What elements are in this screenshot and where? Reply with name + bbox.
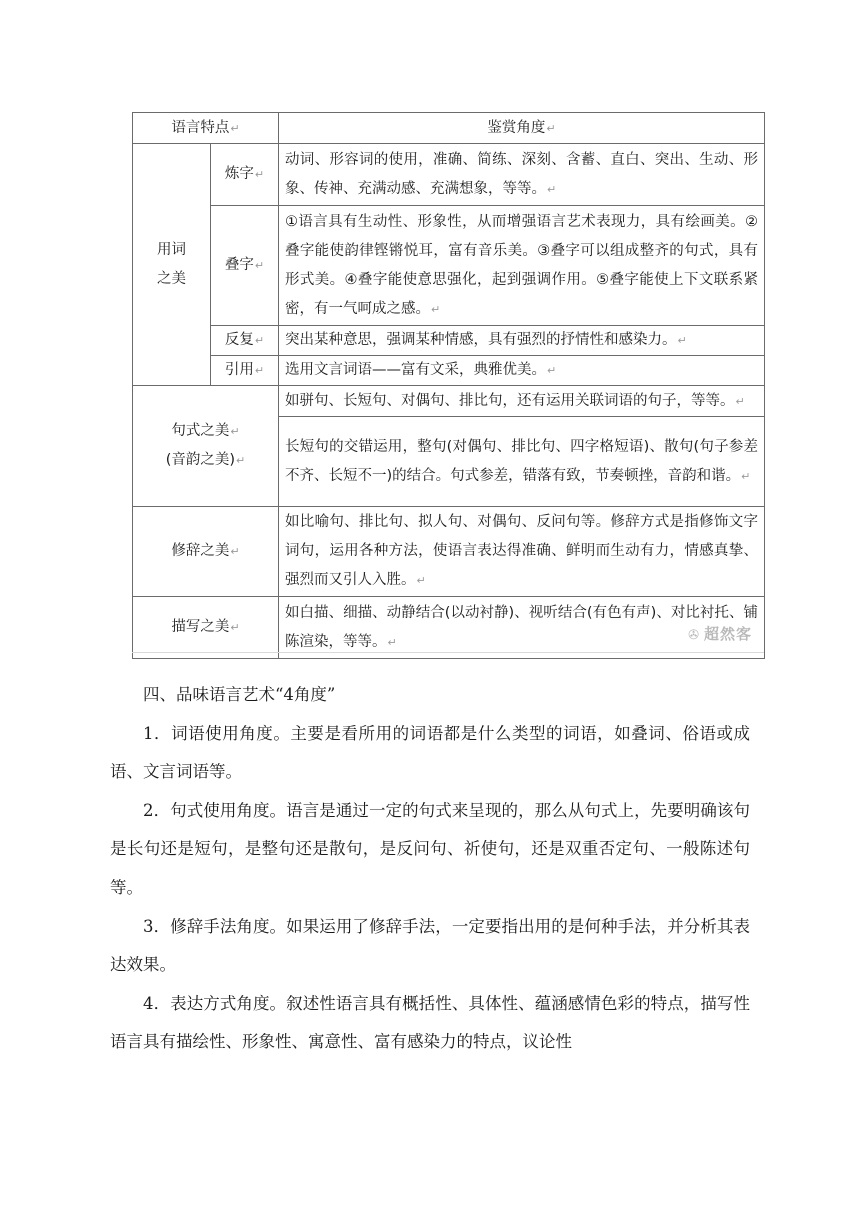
sub-feature-cell: 炼字↵ xyxy=(211,144,279,206)
wechat-icon: ✇ xyxy=(688,628,700,643)
header-appreciation-angle: 鉴赏角度↵ xyxy=(279,113,765,144)
sentence-label-line2: (音韵之美)↵ xyxy=(165,452,246,468)
sub-feature-cell: 叠字↵ xyxy=(211,206,279,326)
desc-text: 选用文言词语——富有文采，典雅优美。 xyxy=(285,362,546,378)
desc-text: 突出某种意思，强调某种情感，具有强烈的抒情性和感染力。 xyxy=(285,332,677,348)
desc-cell: 如比喻句、排比句、拟人句、对偶句、反问句等。修辞方式是指修饰文字词句，运用各种方法，使语言表达得准确、鲜明而生动有力，情感真挚、强烈而又引人入胜。↵ xyxy=(279,507,765,597)
desc-text: 如比喻句、排比句、拟人句、对偶句、反问句等。修辞方式是指修饰文字词句，运用各种方法，使语言表达得准确、鲜明而生动有力，情感真挚、强烈而又引人入胜。 xyxy=(285,514,758,588)
body-text xyxy=(110,676,750,1062)
sub-feature-cell: 引用↵ xyxy=(211,356,279,386)
sub-feature-cell: 反复↵ xyxy=(211,326,279,356)
sub-feature-label: 反复 xyxy=(224,332,254,348)
language-features-table xyxy=(132,112,765,659)
sub-feature-label: 炼字 xyxy=(224,166,254,182)
sentence-label-cell xyxy=(133,386,279,507)
table-row xyxy=(133,507,765,597)
description-label: 描写之美 xyxy=(171,619,230,635)
rhetoric-label-cell: 修辞之美↵ xyxy=(133,507,279,597)
section-heading: 四、品味语言艺术“4角度” xyxy=(143,685,336,704)
header-appreciation-angle-text: 鉴赏角度 xyxy=(487,119,546,136)
desc-cell: 如骈句、长短句、对偶句、排比句，还有运用关联词语的句子，等等。↵ xyxy=(279,386,765,417)
description-label-cell: 描写之美↵ xyxy=(133,597,279,659)
table-row xyxy=(133,386,765,417)
paragraph: 2．句式使用角度。语言是通过一定的句式来呈现的，那么从句式上，先要明确该句是长句还是短句，是整句还是散句，是反问句、祈使句，还是双重否定句、一般陈述句等。 xyxy=(110,800,750,897)
paragraph: 4．表达方式角度。叙述性语言具有概括性、具体性、蕴涵感情色彩的特点，描写性语言具有描绘性、形象性、寓意性、富有感染力的特点，议论性 xyxy=(110,993,750,1052)
desc-text: 如骈句、长短句、对偶句、排比句，还有运用关联词语的句子，等等。 xyxy=(285,392,735,409)
table-row xyxy=(133,356,765,386)
desc-cell: 突出某种意思，强调某种情感，具有强烈的抒情性和感染力。↵ xyxy=(279,326,765,356)
paragraph: 3．修辞手法角度。如果运用了修辞手法，一定要指出用的是何种手法，并分析其表达效果。 xyxy=(110,916,750,975)
desc-text: 动词、形容词的使用，准确、简练、深刻、含蓄、直白、突出、生动、形象、传神、充满动感、充满想象，等等。 xyxy=(285,151,758,197)
table-row xyxy=(133,326,765,356)
table-row xyxy=(133,597,765,659)
sentence-label-line1: 句式之美↵ xyxy=(171,423,240,439)
watermark: ✇ 超然客 xyxy=(688,625,752,643)
sub-feature-label: 叠字 xyxy=(224,257,254,273)
desc-cell: 动词、形容词的使用，准确、简练、深刻、含蓄、直白、突出、生动、形象、传神、充满动感、充满想象，等等。↵ xyxy=(279,144,765,206)
paragraph: 1．词语使用角度。主要是看所用的词语都是什么类型的词语，如叠词、俗语或成语、文言词语等。 xyxy=(110,723,750,782)
sub-feature-label: 引用 xyxy=(224,362,254,378)
group-words-cell xyxy=(133,144,211,386)
table-bottom-rule xyxy=(132,652,764,659)
desc-text: 如白描、细描、动静结合(以动衬静)、视听结合(有色有声)、对比衬托、铺陈渲染，等等。 xyxy=(285,604,758,650)
desc-cell: 长短句的交错运用，整句(对偶句、排比句、四字格短语)、散句(句子参差不齐、长短不一)的结合。句式参差，错落有致，节奏顿挫，音韵和谐。↵ xyxy=(279,417,765,507)
desc-cell: 如白描、细描、动静结合(以动衬静)、视听结合(有色有声)、对比衬托、铺陈渲染，等等。↵ ✇ 超然客 xyxy=(279,597,765,659)
table-row xyxy=(133,206,765,326)
language-features-table-wrap xyxy=(132,112,764,659)
desc-text: ①语言具有生动性、形象性，从而增强语言艺术表现力，具有绘画美。②叠字能使韵律铿锵悦耳，富有音乐美。③叠字可以组成整齐的句式，具有形式美。④叠字能使意思强化，起到强调作用。⑤叠字能使上下文联系紧密，有一气呵成之感。 xyxy=(285,213,758,317)
desc-cell: 选用文言词语——富有文采，典雅优美。↵ xyxy=(279,356,765,386)
table-header-row xyxy=(133,113,765,144)
header-language-feature-text: 语言特点 xyxy=(171,119,230,136)
desc-cell: ①语言具有生动性、形象性，从而增强语言艺术表现力，具有绘画美。②叠字能使韵律铿锵悦耳，富有音乐美。③叠字可以组成整齐的句式，具有形式美。④叠字能使意思强化，起到强调作用。⑤叠字能使上下文联系紧密，有一气呵成之感。↵ xyxy=(279,206,765,326)
group-words-label: 用词之美 xyxy=(157,241,186,287)
rhetoric-label: 修辞之美 xyxy=(171,543,230,559)
desc-text: 长短句的交错运用，整句(对偶句、排比句、四字格短语)、散句(句子参差不齐、长短不一)的结合。句式参差，错落有致，节奏顿挫，音韵和谐。 xyxy=(285,438,758,484)
header-language-feature: 语言特点↵ xyxy=(133,113,279,144)
table-row xyxy=(133,144,765,206)
